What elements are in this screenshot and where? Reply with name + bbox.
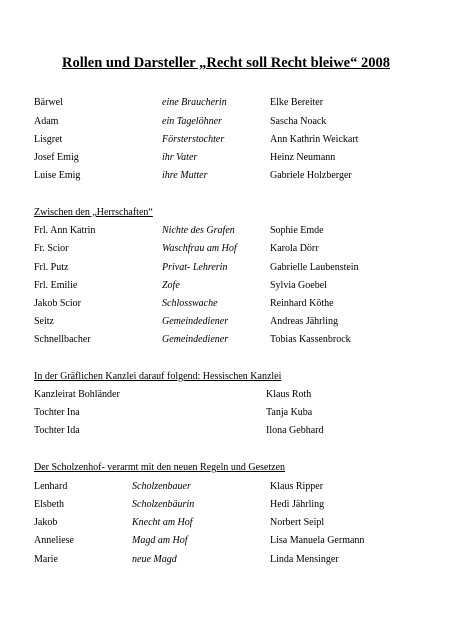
cast-row (0, 517, 452, 533)
character-name: Jakob (34, 517, 58, 528)
character-name: Bärwel (34, 97, 63, 108)
character-role: neue Magd (132, 554, 177, 565)
character-role: Försterstochter (162, 134, 225, 145)
character-name: Lenhard (34, 481, 68, 492)
actor-name: Norbert Seipl (270, 517, 325, 528)
character-role: ihre Mutter (162, 170, 208, 181)
character-name: Lisgret (34, 134, 63, 145)
character-name: Frl. Ann Katrin (34, 225, 96, 236)
actor-name: Gabrielle Laubenstein (270, 262, 359, 273)
character-name: Tochter Ida (34, 425, 80, 436)
cast-row (0, 116, 452, 132)
cast-row (0, 280, 452, 296)
section-heading: Zwischen den „Herrschaften“ (34, 207, 153, 218)
character-role: Privat- Lehrerin (162, 262, 228, 273)
actor-name: Reinhard Köthe (270, 298, 334, 309)
cast-row (0, 316, 452, 332)
cast-row (0, 225, 452, 241)
cast-row (0, 535, 452, 551)
actor-name: Karola Dörr (270, 243, 319, 254)
cast-row (0, 481, 452, 497)
character-role: Scholzenbauer (132, 481, 191, 492)
actor-name: Heinz Neumann (270, 152, 336, 163)
actor-name: Hedi Jährling (270, 499, 325, 510)
cast-row (0, 499, 452, 515)
actor-name: Ann Kathrin Weickart (270, 134, 359, 145)
cast-row (0, 134, 452, 150)
character-role: Zofe (162, 280, 180, 291)
cast-row (0, 97, 452, 113)
cast-row (0, 407, 452, 423)
cast-row (0, 243, 452, 259)
character-role: Nichte des Grafen (162, 225, 235, 236)
actor-name: Sascha Noack (270, 116, 327, 127)
cast-row (0, 170, 452, 186)
character-name: Jakob Scior (34, 298, 81, 309)
actor-name: Sophie Emde (270, 225, 324, 236)
cast-row (0, 334, 452, 350)
character-role: Magd am Hof (132, 535, 188, 546)
character-role: ihr Vater (162, 152, 198, 163)
character-role: Schlosswache (162, 298, 218, 309)
character-name: Marie (34, 554, 58, 565)
cast-row (0, 389, 452, 405)
cast-row (0, 554, 452, 570)
actor-name: Andreas Jährling (270, 316, 339, 327)
character-name: Kanzleirat Bohländer (34, 389, 120, 400)
section-heading: In der Gräflichen Kanzlei darauf folgend: Hessischen Kanzlei (34, 371, 282, 382)
cast-row (0, 425, 452, 441)
character-name: Tochter Ina (34, 407, 80, 418)
character-role: Knecht am Hof (132, 517, 193, 528)
character-name: Elsbeth (34, 499, 64, 510)
character-name: Frl. Putz (34, 262, 69, 273)
character-role: ein Tagelöhner (162, 116, 222, 127)
character-name: Fr. Scior (34, 243, 69, 254)
actor-name: Elke Bereiter (270, 97, 324, 108)
actor-name: Sylvia Goebel (270, 280, 327, 291)
cast-row (0, 262, 452, 278)
character-role: eine Braucherin (162, 97, 227, 108)
character-name: Seitz (34, 316, 54, 327)
character-role: Waschfrau am Hof (162, 243, 237, 254)
actor-name: Klaus Ripper (270, 481, 324, 492)
cast-row (0, 298, 452, 314)
actor-name: Tanja Kuba (266, 407, 313, 418)
character-name: Luise Emig (34, 170, 81, 181)
actor-name: Linda Mensinger (270, 554, 339, 565)
character-name: Josef Emig (34, 152, 79, 163)
actor-name: Ilona Gebhard (266, 425, 324, 436)
character-name: Adam (34, 116, 59, 127)
actor-name: Gabriele Holzberger (270, 170, 352, 181)
section-heading: Der Scholzenhof- verarmt mit den neuen Regeln und Gesetzen (34, 462, 286, 473)
actor-name: Klaus Roth (266, 389, 312, 400)
actor-name: Lisa Manuela Germann (270, 535, 365, 546)
character-name: Frl. Emilie (34, 280, 78, 291)
character-role: Scholzenbäurin (132, 499, 195, 510)
page-title: Rollen und Darsteller „Recht soll Recht bleiwe“ 2008 (62, 55, 390, 71)
character-name: Schnellbacher (34, 334, 91, 345)
character-role: Gemeindediener (162, 316, 229, 327)
cast-row (0, 152, 452, 168)
actor-name: Tobias Kassenbrock (270, 334, 351, 345)
character-role: Gemeindediener (162, 334, 229, 345)
character-name: Anneliese (34, 535, 74, 546)
